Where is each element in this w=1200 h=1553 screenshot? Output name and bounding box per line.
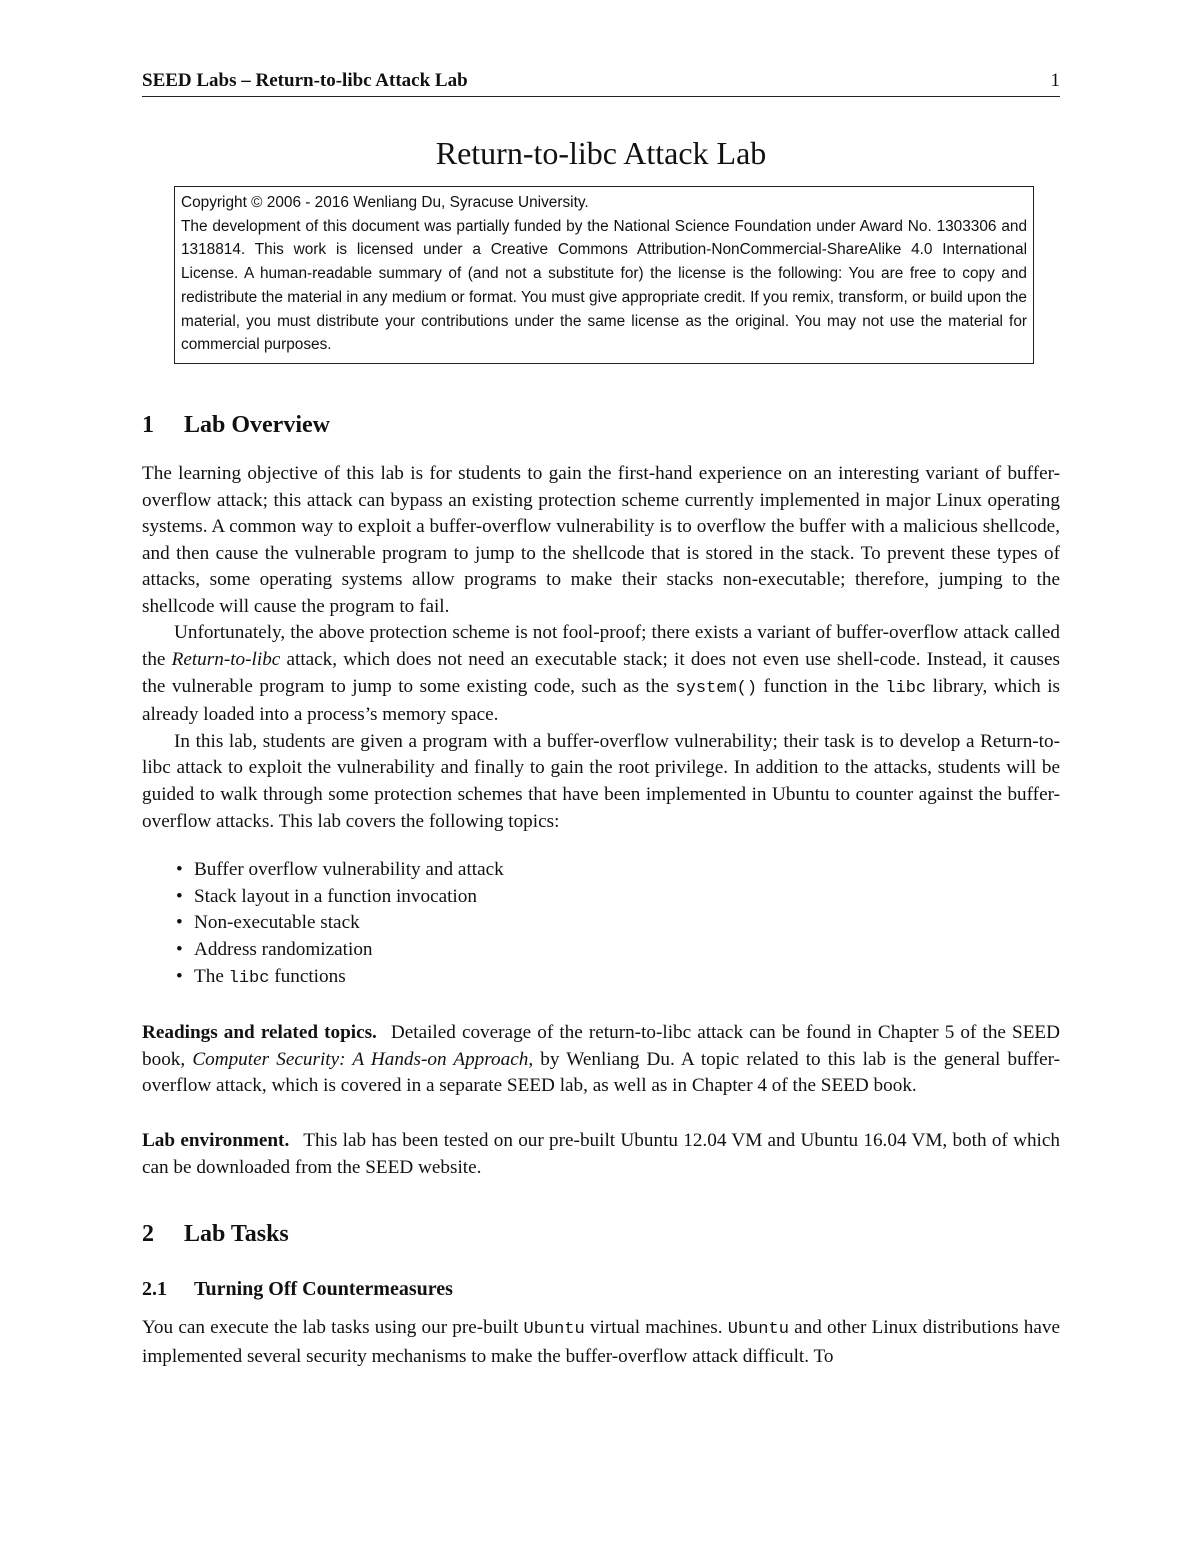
code-libc: libc [885, 678, 927, 698]
section-title: Lab Tasks [184, 1221, 289, 1248]
text-run: attack, which does not need an executable stack; it does not even use shell-code. Instead, it causes the vulnerable program to jump to some existing code, such as the [142, 649, 1060, 697]
text-run: The [194, 965, 229, 987]
list-item [176, 964, 1060, 993]
text-run: You can execute the lab tasks using our pre-built [142, 1317, 524, 1339]
book-title: Computer Security: A Hands-on Approach [192, 1048, 529, 1070]
running-title: SEED Labs – Return-to-libc Attack Lab [142, 70, 468, 91]
running-header [142, 60, 1060, 97]
text-run: function in the [757, 675, 886, 697]
list-item-text: Stack layout in a function invocation [194, 885, 477, 907]
code-system: system() [675, 678, 758, 698]
subsection-heading-countermeasures [142, 1278, 1060, 1301]
countermeasures-paragraph [142, 1315, 1060, 1370]
subsection-number: 2.1 [142, 1278, 167, 1301]
section-title: Lab Overview [184, 411, 330, 438]
bullet: • [176, 965, 183, 987]
environment-paragraph [142, 1128, 1060, 1181]
section-number: 1 [142, 411, 154, 438]
document-page [142, 60, 1060, 1370]
emphasis-return-to-libc: Return-to-libc [171, 649, 281, 671]
text-run: Detailed coverage of the return-to-libc attack can be found in Chapter 5 of the SEED book, [142, 1022, 1060, 1070]
list-item-text: Address randomization [194, 939, 373, 961]
text-run: This lab has been tested on our pre-built Ubuntu 12.04 VM and Ubuntu 16.04 VM, both of which can be downloaded from the SEED website. [142, 1129, 1060, 1178]
list-item-text: Non-executable stack [194, 912, 360, 934]
section-heading-lab-tasks [142, 1221, 1060, 1248]
section-heading-lab-overview [142, 412, 1060, 439]
code-ubuntu: Ubuntu [523, 1320, 585, 1340]
list-item [176, 937, 1060, 964]
text-run: library, which is already loaded into a process’s memory space. [142, 675, 1060, 726]
text-run: and other Linux distributions have implemented several security mechanisms to make the buffer-overflow attack difficult. To [142, 1317, 1060, 1367]
copyright-line: Copyright © 2006 - 2016 Wenliang Du, Syracuse University. [181, 194, 589, 211]
document-title: Return-to-libc Attack Lab [435, 135, 767, 171]
overview-paragraph-3: In this lab, students are given a program with a buffer-overflow vulnerability; their task is to develop a Return-to-libc attack to exploit the vulnerability and finally to gain the root privilege. In addition to the attacks, students will be guided to walk through some protection schemes that have been implemented in Ubuntu to counter against the buffer-overflow attacks. This lab covers the following topics: [142, 730, 1060, 832]
text-run: Unfortunately, the above protection scheme is not fool-proof; there exists a variant of buffer-overflow attack called the [142, 622, 1060, 671]
paragraph-lead: Lab environment. [142, 1129, 290, 1151]
subsection-title: Turning Off Countermeasures [194, 1278, 453, 1301]
code-libc: libc [228, 968, 270, 988]
text-run: , by Wenliang Du. A topic related to this lab is the general buffer-overflow attack, which is covered in a separate SEED lab, as well as in Chapter 4 of the SEED book. [142, 1048, 1061, 1097]
code-ubuntu: Ubuntu [727, 1320, 789, 1340]
list-item [176, 910, 1060, 937]
topics-list [176, 857, 1060, 992]
copyright-box [174, 186, 1034, 364]
text-run: functions [269, 965, 346, 987]
list-item [176, 884, 1060, 911]
bullet: • [176, 912, 183, 934]
page-number: 1 [1050, 70, 1060, 91]
text-run: virtual machines. [584, 1317, 728, 1339]
bullet: • [176, 885, 183, 907]
paragraph-lead: Readings and related topics. [142, 1022, 377, 1044]
bullet: • [176, 939, 183, 961]
copyright-body: The development of this document was partially funded by the National Science Foundation under Award No. 1303306 and 1318814. This work is licensed under a Creative Commons Attribution-NonCommercial-ShareAlike 4.0 International License. A human-readable summary of (and not a substitute for) the license is the following: You are free to copy and redistribute the material in any medium or format. You must give appropriate credit. If you remix, transform, or build upon the material, you must distribute your contributions under the same license as the original. You may not use the material for commercial purposes. [181, 217, 1027, 354]
list-item-text: Buffer overflow vulnerability and attack [194, 859, 504, 881]
section-number: 2 [142, 1221, 154, 1248]
bullet: • [176, 859, 183, 881]
overview-paragraph-1: The learning objective of this lab is for students to gain the first-hand experience on an interesting variant of buffer-overflow attack; this attack can bypass an existing protection scheme currently implemented in major Linux operating systems. A common way to exploit a buffer-overflow vulnerability is to overflow the buffer with a malicious shellcode, and then cause the vulnerable program to jump to the shellcode that is stored in the stack. To prevent these types of attacks, some operating systems allow programs to make their stacks non-executable; therefore, jumping to the shellcode will cause the program to fail. [142, 462, 1060, 617]
list-item [176, 857, 1060, 884]
overview-paragraph-2 [142, 620, 1060, 728]
readings-paragraph [142, 1020, 1060, 1100]
